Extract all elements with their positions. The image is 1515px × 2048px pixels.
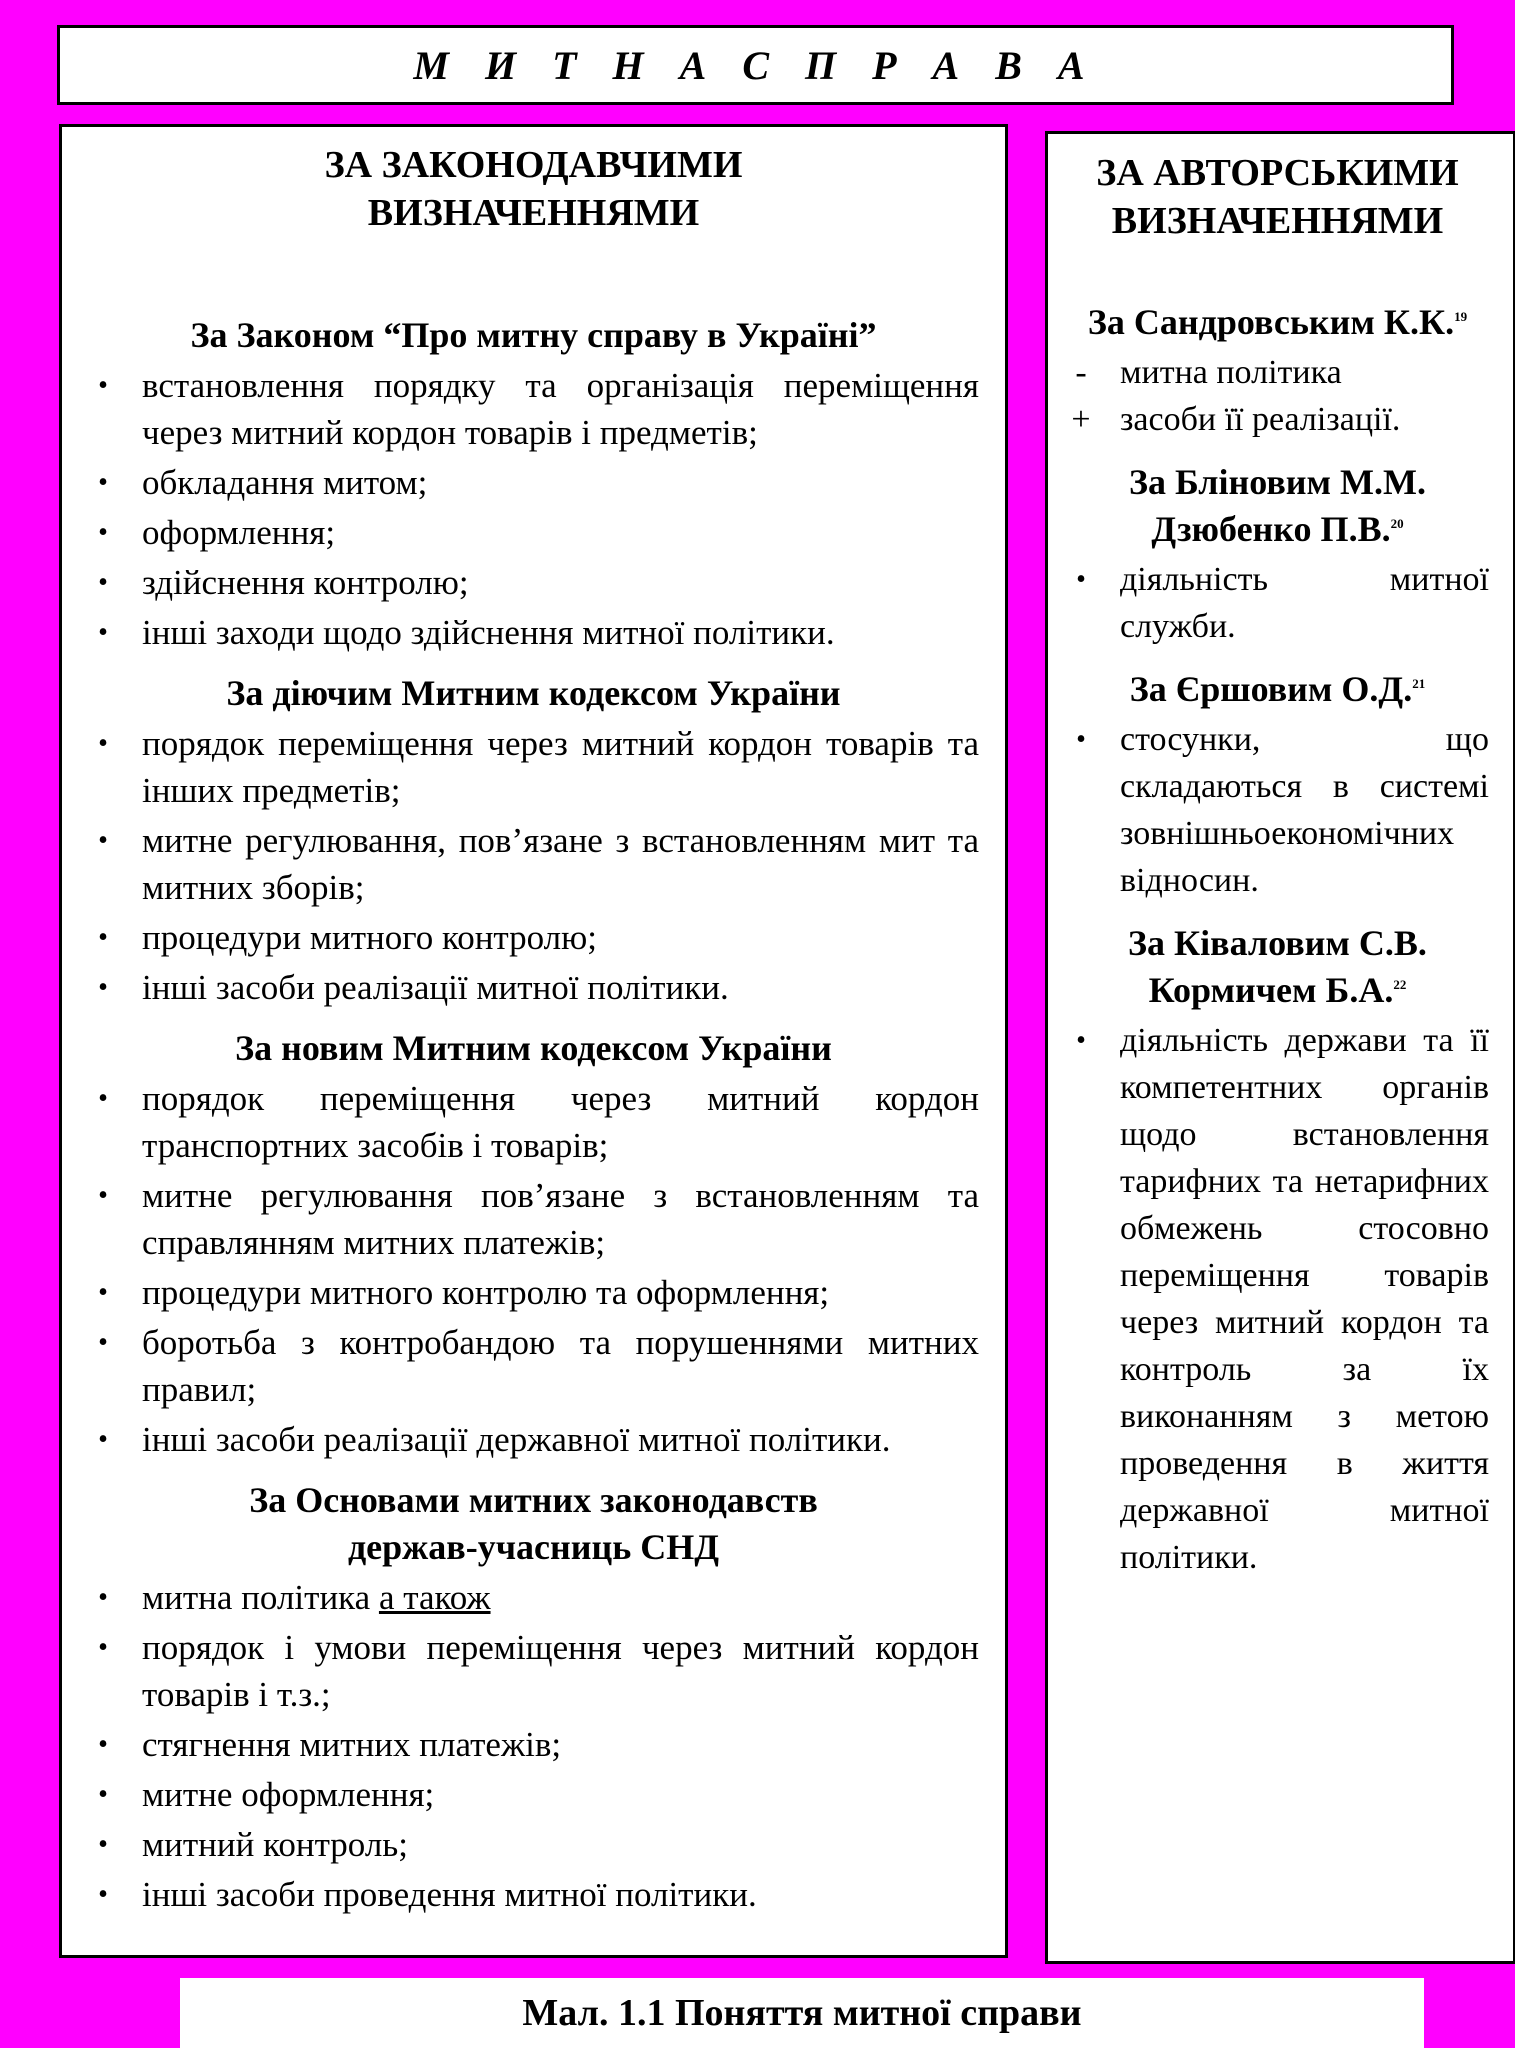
list-item: • митна політика а також: [88, 1574, 979, 1621]
list-item: + засоби її реалізації.: [1066, 396, 1489, 443]
bullet-icon: •: [98, 1632, 108, 1663]
list-blinov: [1066, 556, 1489, 650]
plus-marker: +: [1071, 401, 1091, 438]
list-item: • митне регулювання, пов’язане з встановленням мит та митних зборів;: [88, 817, 979, 911]
bullet-icon: •: [98, 728, 108, 759]
bullet-icon: •: [98, 1729, 108, 1760]
bullet-icon: •: [98, 1180, 108, 1211]
legislative-definitions-panel: [59, 124, 1008, 1958]
bullet-icon: •: [98, 1424, 108, 1455]
list-item: • інші засоби проведення митної політики.: [88, 1871, 979, 1918]
list-item: • встановлення порядку та організація переміщення через митний кордон товарів і предметів;: [88, 362, 979, 456]
legislative-heading-line1: ЗА ЗАКОНОДАВЧИМИ: [324, 144, 743, 186]
list-sandrovsky: [1066, 349, 1489, 443]
list-item: • боротьба з контробандою та порушеннями митних правил;: [88, 1319, 979, 1413]
list-item: - митна політика: [1066, 349, 1489, 396]
list-yershov: [1066, 716, 1489, 904]
list-item: • інші засоби реалізації державної митної політики.: [88, 1416, 979, 1463]
list-item: • оформлення;: [88, 509, 979, 556]
author-panel-heading: [1066, 149, 1489, 245]
list-item: • діяльність держави та її компетентних органів щодо встановлення тарифних та нетарифних обмежень стосовно переміщення товарів через митний кордон та контроль за їх виконанням з метою проведення в життя державної митної політики.: [1066, 1017, 1489, 1581]
list-new-code: [88, 1075, 979, 1463]
footnote-ref: 19: [1454, 309, 1468, 324]
bullet-icon: •: [98, 1829, 108, 1860]
section-title-law: За Законом “Про митну справу в Україні”: [190, 315, 877, 355]
bullet-icon: •: [98, 1879, 108, 1910]
bullet-icon: •: [98, 517, 108, 548]
list-current-code: [88, 720, 979, 1011]
bullet-icon: •: [98, 1083, 108, 1114]
section-title-blinov: За Бліновим М.М. Дзюбенко П.В.$^{20}$: [1128, 462, 1427, 549]
author-heading-line1: ЗА АВТОРСЬКИМИ: [1096, 152, 1459, 194]
author-heading-line2: ВИЗНАЧЕННЯМИ: [1111, 200, 1444, 242]
cis-title-line1: За Основами митних законодавств: [249, 1480, 818, 1520]
list-item: • процедури митного контролю;: [88, 914, 979, 961]
section-title-new-code: За новим Митним кодексом України: [235, 1028, 832, 1068]
list-item: • процедури митного контролю та оформлення;: [88, 1269, 979, 1316]
bullet-icon: •: [98, 825, 108, 856]
list-cis-basics: [88, 1574, 979, 1918]
list-item: • митний контроль;: [88, 1821, 979, 1868]
section-title-kivalov: За Ківаловим С.В. Кормичем Б.А.$^{22}$: [1128, 923, 1427, 1010]
bullet-icon: •: [1076, 724, 1086, 755]
list-item: • діяльність митної служби.: [1066, 556, 1489, 650]
bullet-icon: •: [98, 1779, 108, 1810]
footnote-ref: 21: [1412, 676, 1426, 691]
list-item: • порядок переміщення через митний кордон транспортних засобів і товарів;: [88, 1075, 979, 1169]
cis-title-line2: держав-учасниць СНД: [347, 1527, 720, 1567]
section-title-current-code: За діючим Митним кодексом України: [226, 673, 841, 713]
bullet-icon: •: [98, 617, 108, 648]
section-title-sandrovsky: За Сандровським К.К.$^{19}$: [1087, 302, 1468, 342]
bullet-icon: •: [1076, 564, 1086, 595]
list-item: • стосунки, що складаються в системі зовнішньоекономічних відносин.: [1066, 716, 1489, 904]
section-title-cis-basics: [88, 1477, 979, 1571]
page-title: М И Т Н А С П Р А В А: [57, 25, 1454, 105]
list-kivalov: [1066, 1017, 1489, 1581]
bullet-icon: •: [98, 1582, 108, 1613]
bullet-icon: •: [98, 1327, 108, 1358]
author-definitions-panel: [1045, 131, 1515, 1964]
list-item: • стягнення митних платежів;: [88, 1721, 979, 1768]
list-item: • порядок і умови переміщення через митний кордон товарів і т.з.;: [88, 1624, 979, 1718]
bullet-icon: •: [98, 972, 108, 1003]
legislative-heading-line2: ВИЗНАЧЕННЯМИ: [367, 192, 700, 234]
footnote-ref: 22: [1393, 977, 1407, 992]
list-item: • митне оформлення;: [88, 1771, 979, 1818]
list-item: • порядок переміщення через митний кордон товарів та інших предметів;: [88, 720, 979, 814]
list-item: • митне регулювання пов’язане з встановленням та справлянням митних платежів;: [88, 1172, 979, 1266]
list-law: [88, 362, 979, 656]
legislative-panel-heading: [88, 141, 979, 237]
list-item: • здійснення контролю;: [88, 559, 979, 606]
bullet-icon: •: [98, 567, 108, 598]
underlined-text: а також: [378, 1578, 491, 1617]
bullet-icon: •: [98, 467, 108, 498]
bullet-icon: •: [1076, 1025, 1086, 1056]
bullet-icon: •: [98, 370, 108, 401]
figure-caption: Мал. 1.1 Поняття митної справи: [180, 1978, 1424, 2048]
footnote-ref: 20: [1390, 516, 1404, 531]
bullet-icon: •: [98, 922, 108, 953]
section-title-yershov: За Єршовим О.Д.$^{21}$: [1129, 669, 1426, 709]
list-item: • інші засоби реалізації митної політики.: [88, 964, 979, 1011]
bullet-icon: •: [98, 1277, 108, 1308]
minus-marker: -: [1075, 354, 1087, 391]
list-item: • обкладання митом;: [88, 459, 979, 506]
list-item: • інші заходи щодо здійснення митної політики.: [88, 609, 979, 656]
